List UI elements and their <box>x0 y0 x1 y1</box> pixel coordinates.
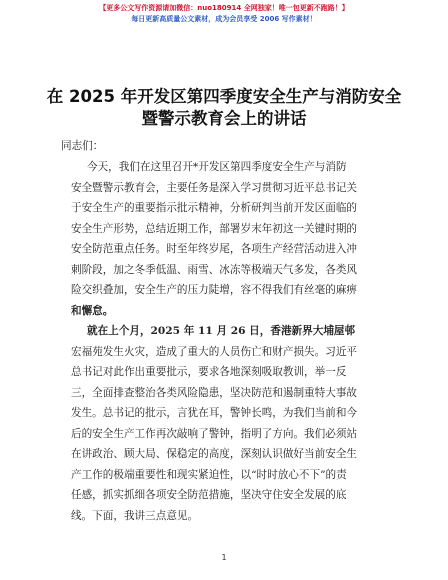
paragraph-1-line: 于安全生产的重要指示批示精神，分析研判当前开发区面临的 <box>71 202 358 214</box>
promo-banner-line-2: 每日更新高质量公文素材，成为会员享受 2006 写作素材！ <box>131 15 317 23</box>
document-title-line-1: 在 2025 年开发区第四季度安全生产与消防安全 <box>46 87 402 106</box>
paragraph-1-line: 安全生产形势，总结近期工作，部署岁末年初这一关键时期的 <box>71 222 358 235</box>
paragraph-2-line: 产工作的极端重要性和现实紧迫性，以“时时放心不下”的责 <box>71 468 347 481</box>
paragraph-1-line: 安全暨警示教育会，主要任务是深入学习贯彻习近平总书记关 <box>71 181 358 194</box>
paragraph-2 <box>71 321 357 526</box>
paragraph-1-line: 险交织叠加，安全生产的压力陡增，容不得我们有丝毫的麻痹 <box>71 284 358 296</box>
promo-banner-line-1: 【更多公文写作资源请加微信：nuo180914 全网独家！唯一包更新不跑路！】 <box>99 4 349 12</box>
paragraph-1-line: 和懈怠。 <box>71 304 114 317</box>
paragraph-2-line: 就在上个月，2025 年 11 月 26 日，香港新界大埔屋邨 <box>87 325 356 337</box>
paragraph-1-line: 今天，我们在这里召开*开发区第四季度安全生产与消防 <box>87 161 347 173</box>
paragraph-2-line: 三，全面排查整治各类风险隐患，坚决防范和遏制重特大事故 <box>71 386 358 399</box>
paragraph-1-line: 安全防范重点任务。时至年终岁尾，各项生产经营活动进入冲 <box>71 243 358 255</box>
paragraph-2-line: 在讲政治、顾大局、保稳定的高度，深刻认识做好当前安全生 <box>71 448 358 460</box>
paragraph-2-line: 任感，抓实抓细各项安全防范措施，坚决守住安全发展的底 <box>71 489 347 501</box>
paragraph-2-line: 后的安全生产工作再次敲响了警钟，指明了方向。我们必须站 <box>71 427 358 440</box>
document-title-line-2: 暨警示教育会上的讲话 <box>141 109 307 128</box>
paragraph-1-line: 刺阶段，加之冬季低温、雨雪、冰冻等极端天气多发，各类风 <box>71 263 358 276</box>
paragraph-2-line: 发生。总书记的批示，言犹在耳，警钟长鸣，为我们当前和今 <box>71 407 358 419</box>
paragraph-2-line: 总书记对此作出重要批示，要求各地深刻吸取教训，举一反 <box>71 366 347 378</box>
page-number: 1 <box>221 553 227 562</box>
paragraph-1 <box>71 157 357 321</box>
paragraph-2-line: 线。下面，我讲三点意见。 <box>71 509 199 522</box>
salutation: 同志们： <box>61 140 104 152</box>
paragraph-2-line: 宏福苑发生火灾，造成了重大的人员伤亡和财产损失。习近平 <box>71 345 358 358</box>
